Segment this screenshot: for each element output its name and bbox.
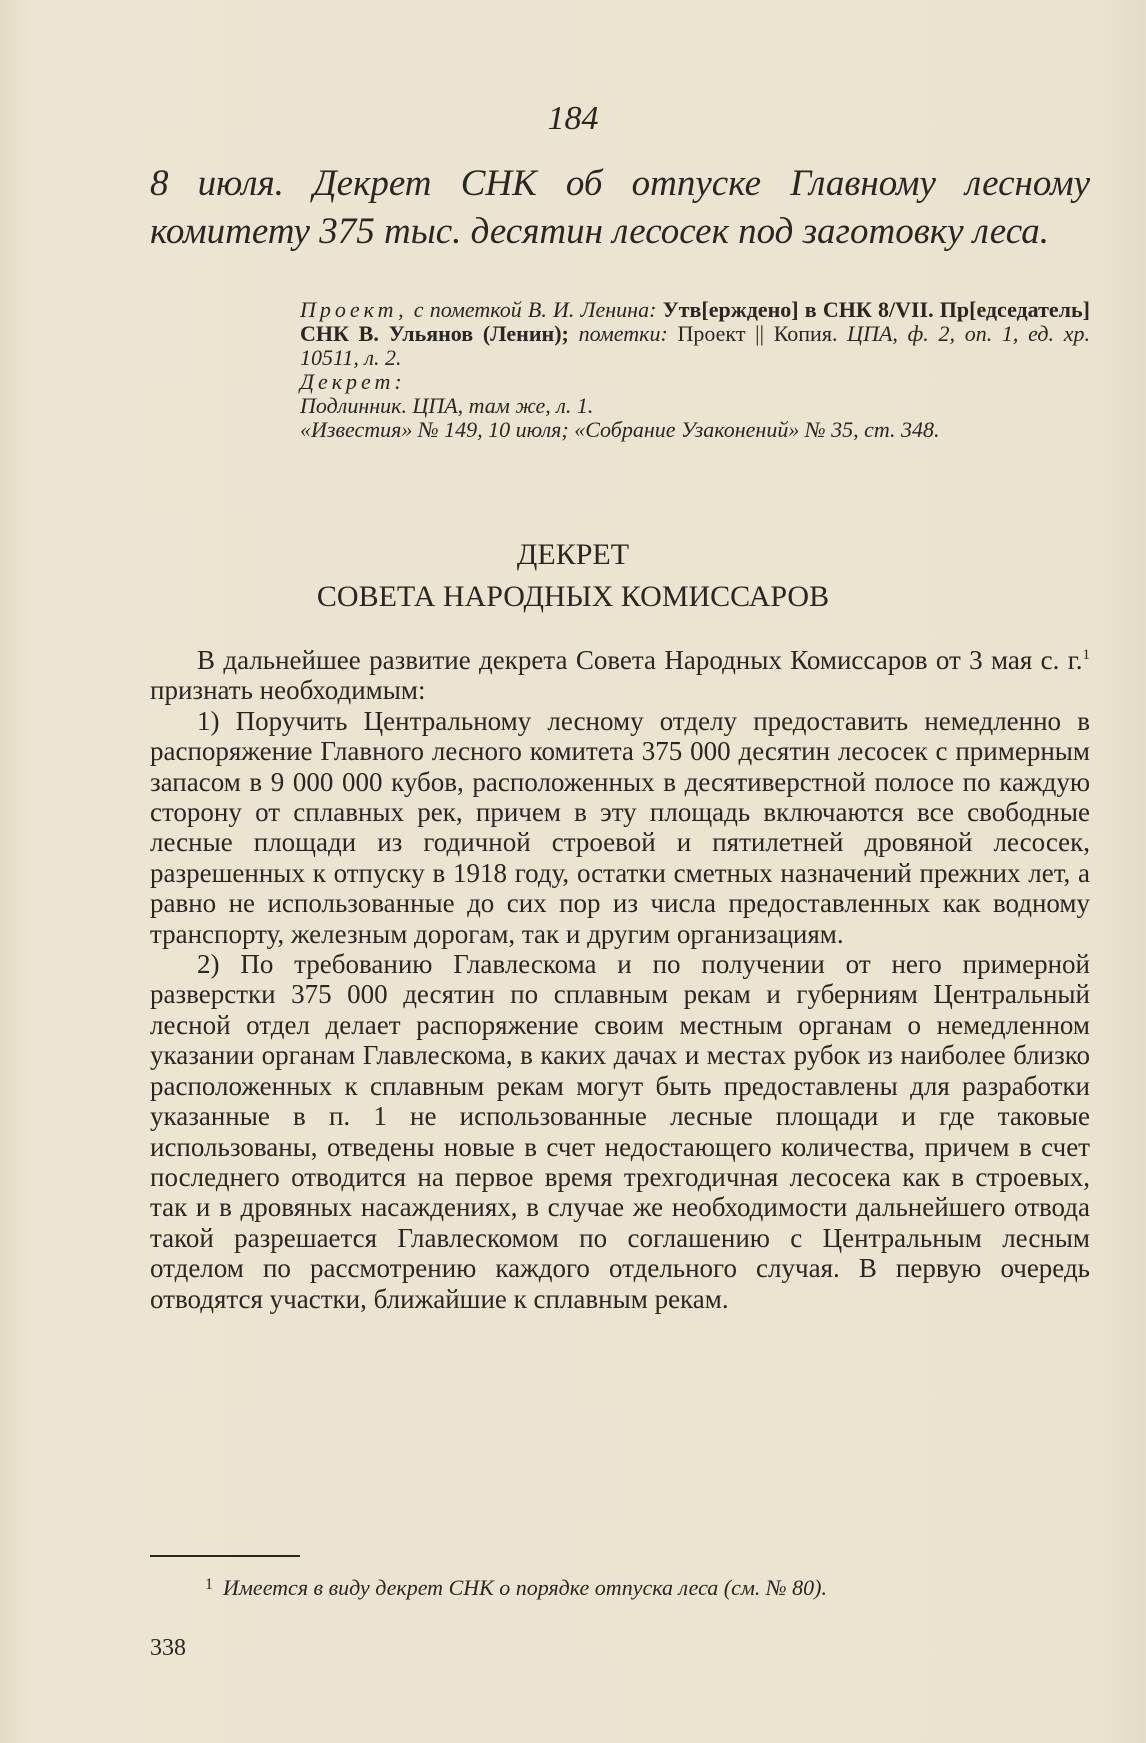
intro-paragraph <box>150 645 1090 706</box>
project-approved: Утв[ерждено] в СНК 8/VII. Пр[едседатель] СНК В. Ульянов (Ленин); <box>300 297 1090 346</box>
project-note: с пометкой В. И. Ленина: <box>407 297 663 322</box>
project-marks: пометки: <box>568 321 678 346</box>
archival-sources <box>300 298 1090 442</box>
heading-line-1: ДЕКРЕТ <box>516 538 630 571</box>
page-number: 338 <box>150 1635 186 1661</box>
heading-line-2: СОВЕТА НАРОДНЫХ КОМИССАРОВ <box>316 580 830 613</box>
paragraph-1: 1) Поручить Центральному лесному отделу предоставить немедленно в распоряжение Главного лесного комитета 375 000 десятин лесосек с примерным запасом в 9 000 000 кубов, расположенных в десятиверстной полосе по каждую сторону от сплавных рек, причем в эту площадь включаются все свободные лесные площади из годичной строевой и пятилетней дровяной лесосек, разрешенных к отпуску в 1918 году, остатки сметных назначений прежних лет, а равно не использованные до сих пор из числа предоставленных как водному транспорту, железным дорогам, так и другим организациям. <box>150 705 1090 949</box>
footnote-reference: 1 <box>1082 647 1090 663</box>
footnote <box>205 1575 1085 1601</box>
footnote-text: Имеется в виду декрет СНК о порядке отпуска леса (см. № 80). <box>223 1575 827 1600</box>
footnote-number: 1 <box>205 1576 213 1593</box>
project-archive: ЦПА, ф. 2, оп. 1, ед. хр. 10511, л. 2. <box>300 321 1090 370</box>
original-source: Подлинник. ЦПА, там же, л. 1. <box>300 393 594 418</box>
document-title: 8 июля. Декрет СНК об отпуске Главному лесному комитету 375 тыс. десятин лесосек под заготовку леса. <box>150 163 1090 252</box>
publication-source: «Известия» № 149, 10 июля; «Собрание Узаконений» № 35, ст. 348. <box>300 417 940 442</box>
paragraph-2: 2) По требованию Главлескома и по получении от него примерной разверстки 375 000 десятин по сплавным рекам и губерниям Центральный лесной отдел делает распоряжение своим местным органам о немедленном указании органам Главлескома, в каких дачах и местах рубок из наиболее близко расположенных к сплавным рекам могут быть предоставлены для разработки указанные в п. 1 не использованные лесные площади и где таковые использованы, отведены новые в счет недостающего количества, причем в счет последнего отводится на первое время трехгодичная лесосека как в строевых, так и в дровяных насаждениях, в случае же необходимости дальнейшего отвода такой разрешается Главлескомом по соглашению с Центральным лесным отделом по рассмотрению каждого отдельного случая. В первую очередь отводятся участки, ближайшие к сплавным рекам. <box>150 949 1090 1314</box>
document-number: 184 <box>547 100 599 137</box>
footnote-divider <box>150 1555 300 1557</box>
project-label: Проект, <box>300 297 408 322</box>
decree-body <box>150 645 1090 1314</box>
project-source <box>300 298 1090 370</box>
project-marks-text: Проект || Копия. <box>677 321 838 346</box>
decree-heading <box>0 534 1146 618</box>
intro-text: В дальнейшее развитие декрета Совета Народных Комиссаров от 3 мая с. г. <box>197 645 1083 675</box>
decree-label: Декрет: <box>300 369 406 394</box>
intro-text-end: признать необходимым: <box>150 675 426 706</box>
